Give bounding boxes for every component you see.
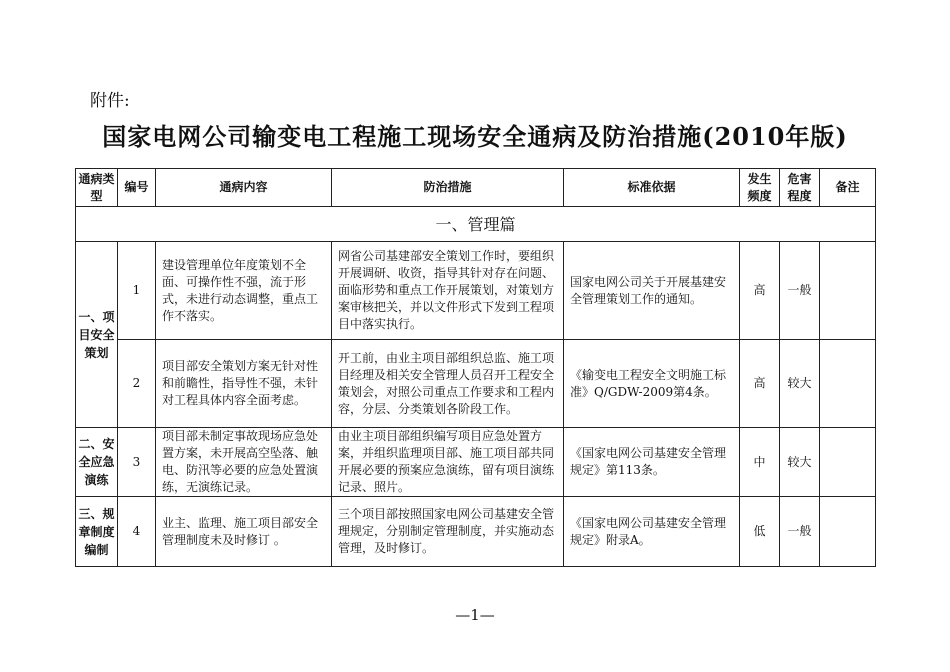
row-number: 2 — [118, 340, 156, 428]
row-harm: 一般 — [780, 242, 820, 340]
attachment-label: 附件: — [90, 91, 130, 111]
row-number: 3 — [118, 428, 156, 497]
row-content: 项目部未制定事故现场应急处置方案，未开展高空坠落、触电、防汛等必要的应急处置演练，无演练记录。 — [156, 428, 332, 497]
row-harm: 较大 — [780, 428, 820, 497]
table-row — [76, 340, 876, 428]
row-harm: 一般 — [780, 497, 820, 567]
header-content: 通病内容 — [156, 169, 332, 207]
row-basis: 《输变电工程安全文明施工标准》Q/GDW-2009第4条。 — [564, 340, 740, 428]
header-remarks: 备注 — [820, 169, 876, 207]
category-cell: 一、项目安全策划 — [76, 242, 118, 428]
section-title: 一、管理篇 — [76, 207, 876, 242]
row-content: 建设管理单位年度策划不全面、可操作性不强，流于形式，未进行动态调整，重点工作不落实。 — [156, 242, 332, 340]
row-frequency: 高 — [740, 340, 780, 428]
row-measures: 三个项目部按照国家电网公司基建安全管理规定，分别制定管理制度，并实施动态管理，及时修订。 — [332, 497, 564, 567]
row-remarks — [820, 428, 876, 497]
category-cell: 三、规章制度编制 — [76, 497, 118, 567]
row-frequency: 低 — [740, 497, 780, 567]
row-basis: 国家电网公司关于开展基建安全管理策划工作的通知。 — [564, 242, 740, 340]
header-number: 编号 — [118, 169, 156, 207]
table-header-row — [76, 169, 876, 207]
row-remarks — [820, 242, 876, 340]
table-row — [76, 428, 876, 497]
category-cell: 二、安全应急演练 — [76, 428, 118, 497]
section-row — [76, 207, 876, 242]
page-number: —1— — [455, 606, 495, 624]
table-row — [76, 497, 876, 567]
hazard-table — [75, 168, 876, 567]
row-number: 4 — [118, 497, 156, 567]
row-remarks — [820, 497, 876, 567]
header-measures: 防治措施 — [332, 169, 564, 207]
row-basis: 《国家电网公司基建安全管理规定》第113条。 — [564, 428, 740, 497]
header-frequency: 发生频度 — [740, 169, 780, 207]
row-content: 项目部安全策划方案无针对性和前瞻性，指导性不强，未针对工程具体内容全面考虑。 — [156, 340, 332, 428]
row-number: 1 — [118, 242, 156, 340]
header-basis: 标准依据 — [564, 169, 740, 207]
row-basis: 《国家电网公司基建安全管理规定》附录A。 — [564, 497, 740, 567]
row-harm: 较大 — [780, 340, 820, 428]
header-category: 通病类型 — [76, 169, 118, 207]
row-measures: 开工前，由业主项目部组织总监、施工项目经理及相关安全管理人员召开工程安全策划会，对照公司重点工作要求和工程内容，分层、分类策划各阶段工作。 — [332, 340, 564, 428]
row-frequency: 中 — [740, 428, 780, 497]
row-measures: 网省公司基建部安全策划工作时，要组织开展调研、收资，指导其针对存在问题、面临形势和重点工作开展策划，对策划方案审核把关，并以文件形式下发到工程项目中落实执行。 — [332, 242, 564, 340]
table-row — [76, 242, 876, 340]
document-title: 国家电网公司输变电工程施工现场安全通病及防治措施(2010年版) — [102, 122, 848, 151]
row-remarks — [820, 340, 876, 428]
row-frequency: 高 — [740, 242, 780, 340]
row-measures: 由业主项目部组织编写项目应急处置方案，并组织监理项目部、施工项目部共同开展必要的预案应急演练，留有项目演练记录、照片。 — [332, 428, 564, 497]
row-content: 业主、监理、施工项目部安全管理制度未及时修订 。 — [156, 497, 332, 567]
header-harm: 危害程度 — [780, 169, 820, 207]
